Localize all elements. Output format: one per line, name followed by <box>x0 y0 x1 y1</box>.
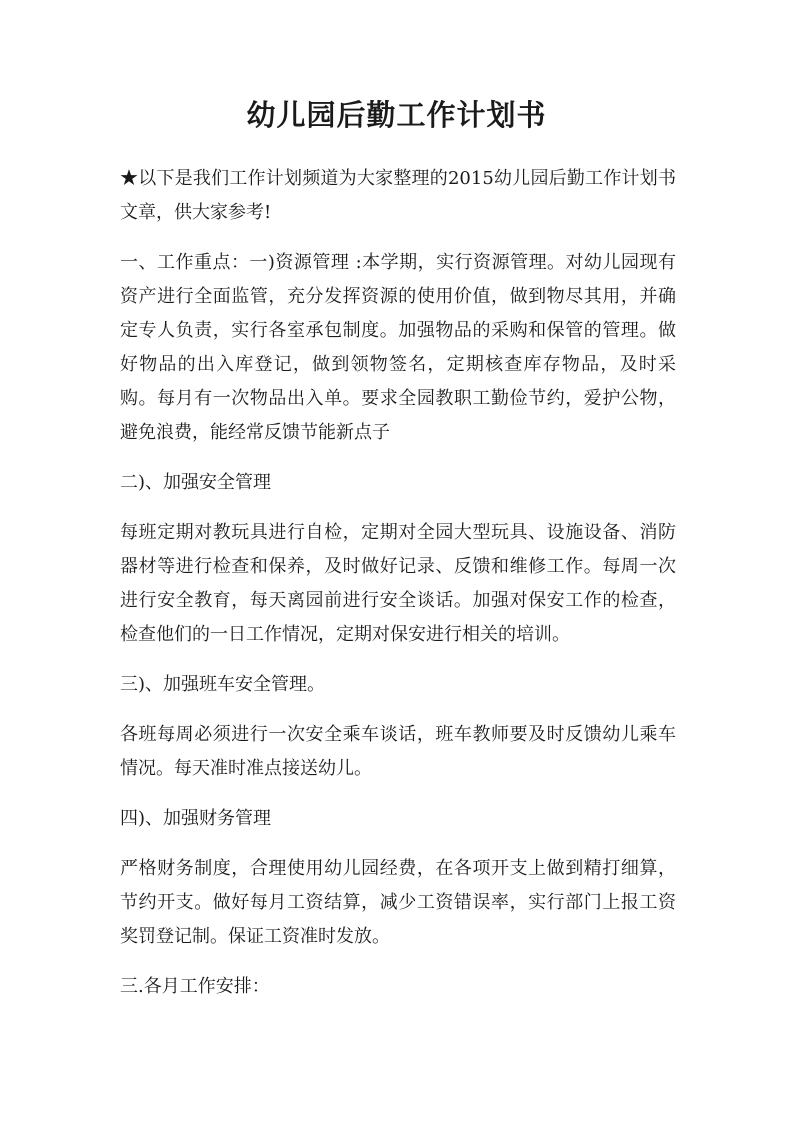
document-title: 幼儿园后勤工作计划书 <box>246 98 547 132</box>
paragraph-resource-management: 一、工作重点：一)资源管理 :本学期，实行资源管理。对幼儿园现有资产进行全面监管，充分发挥资源的使用价值，做到物尽其用，并确定专人负责，实行各室承包制度。加强物品的采购和保管的管理。做好物品的出入库登记，做到领物签名，定期核查库存物品，及时采购。每月有一次物品出入单。要求全园教职工勤俭节约，爱护公物，避免浪费，能经常反馈节能新点子 <box>120 252 676 443</box>
document-body <box>120 162 676 1020</box>
paragraph-finance-management: 严格财务制度，合理使用幼儿园经费，在各项开支上做到精打细算，节约开支。做好每月工资结算，减少工资错误率，实行部门上报工资奖罚登记制。保证工资准时发放。 <box>120 858 676 947</box>
heading-safety-management: 二)、加强安全管理 <box>120 472 272 493</box>
paragraph-safety-management: 每班定期对教玩具进行自检，定期对全园大型玩具、设施设备、消防器材等进行检查和保养，及时做好记录、反馈和维修工作。每周一次进行安全教育，每天离园前进行安全谈话。加强对保安工作的检查，检查他们的一日工作情况，定期对保安进行相关的培训。 <box>120 522 676 645</box>
heading-monthly-schedule: 三.各月工作安排： <box>120 976 270 997</box>
intro-paragraph: ★以下是我们工作计划频道为大家整理的2015幼儿园后勤工作计划书文章，供大家参考! <box>120 168 676 223</box>
heading-finance-management: 四)、加强财务管理 <box>120 808 272 829</box>
heading-bus-safety: 三)、加强班车安全管理。 <box>120 674 326 695</box>
paragraph-bus-safety: 各班每周必须进行一次安全乘车谈话，班车教师要及时反馈幼儿乘车情况。每天准时准点接送幼儿。 <box>120 724 676 779</box>
